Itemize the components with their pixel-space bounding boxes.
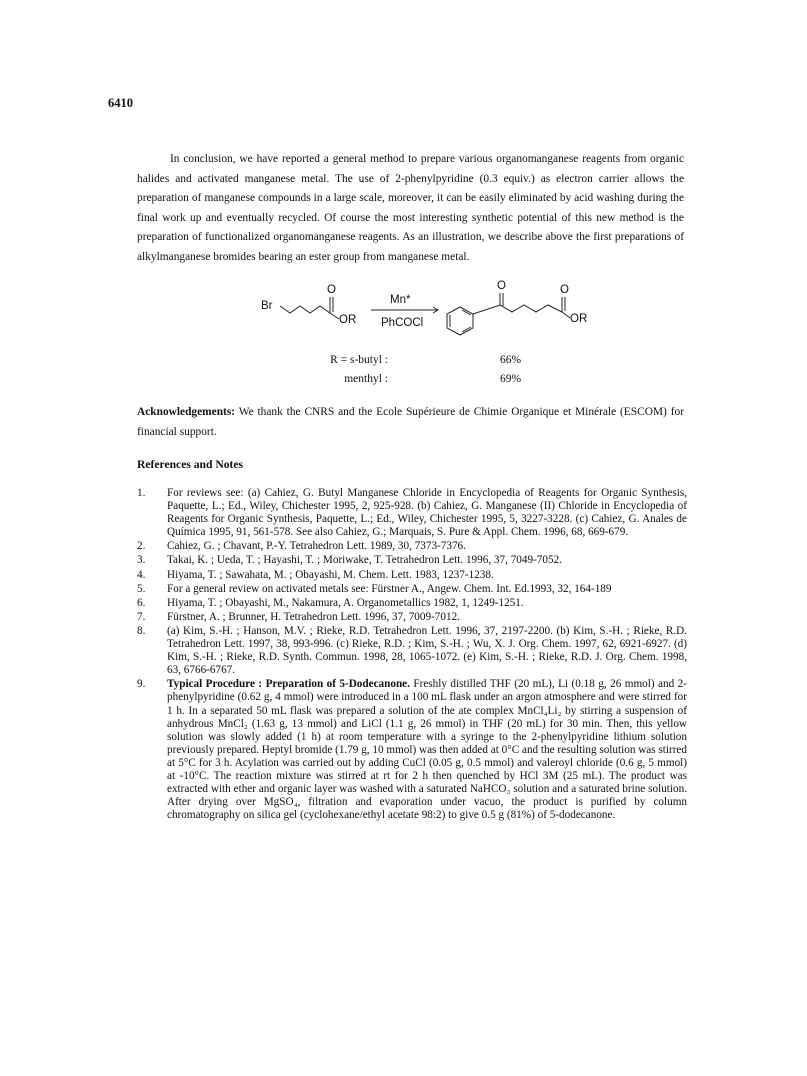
reactant-oxygen-label: O bbox=[327, 284, 336, 296]
reference-text: For a general review on activated metals see: Fürstner A., Angew. Chem. Int. Ed.1993, 32, 164-189 bbox=[167, 582, 612, 595]
reference-number: 9. bbox=[137, 678, 146, 691]
bromine-label: Br bbox=[261, 300, 273, 312]
reference-item bbox=[137, 597, 687, 610]
reference-text: (a) Kim, S.-H. ; Hanson, M.V. ; Rieke, R.D. Tetrahedron Lett. 1996, 37, 2197-2200. (b) Kim, S.-H. ; Rieke, R.D. Tetrahedron Lett. 1997, 38, 993-996. (c) Rieke, R.D. ; Kim, S.-H. ; Wu, X. J. Org. Chem. 1997, 62, 6921-6927. (d) Kim, S.-H. ; Rieke, R.D. Synth. Commun. 1998, 28, 1065-1072. (e) Kim, S.-H. ; Rieke, R.D. J. Org. Chem. 1998, 63, 6766-6767. bbox=[167, 624, 687, 677]
reference-text: Hiyama, T. ; Sawahata, M. ; Obayashi, M. Chem. Lett. 1983, 1237-1238. bbox=[167, 568, 494, 581]
yield-value: 66% bbox=[500, 354, 522, 366]
reference-text: Cahiez, G. ; Chavant, P.-Y. Tetrahedron Lett. 1989, 30, 7373-7376. bbox=[167, 540, 466, 553]
r-group-label: menthyl : bbox=[344, 373, 388, 385]
yield-value: 69% bbox=[500, 373, 522, 385]
reagent-label: Mn* bbox=[390, 294, 411, 306]
acknowledgements-paragraph bbox=[137, 403, 684, 442]
reference-item bbox=[137, 678, 687, 822]
procedure-heading: Typical Procedure : Preparation of 5-Dodecanone. bbox=[167, 678, 410, 691]
reference-number: 1. bbox=[137, 487, 146, 499]
references-title: References and Notes bbox=[137, 458, 244, 471]
reference-number: 8. bbox=[137, 624, 146, 637]
reference-number: 4. bbox=[137, 568, 146, 581]
page-number: 6410 bbox=[108, 96, 133, 110]
reference-item bbox=[137, 583, 687, 596]
reaction-scheme-drawing bbox=[250, 280, 610, 392]
product-ester-label: OR bbox=[570, 313, 588, 325]
acylating-agent-label: PhCOCl bbox=[381, 317, 424, 329]
reference-item bbox=[137, 540, 687, 553]
reference-item bbox=[137, 554, 687, 567]
reference-number: 5. bbox=[137, 582, 146, 595]
reactant-chain bbox=[280, 306, 330, 313]
acknowledgements-heading: Acknowledgements: bbox=[137, 406, 236, 418]
reaction-scheme bbox=[250, 280, 610, 392]
reference-number: 3. bbox=[137, 554, 146, 567]
reference-text: For reviews see: (a) Cahiez, G. Butyl Manganese Chloride in Encyclopedia of Reagents for Organic Synthesis, Paquette, L.; Ed., Wiley, Chichester 1995, 2, 925-928. (b) Cahiez, G. Manganese (II) Chloride in Encyclopedia of Reagents for Organic Synthesis, Paquette, L.; Ed., Wiley, Chichester 1995, 5, 3227-3228. (c) Cahiez, G. Anales de Química 1995, 91, 561-578. See also Cahiez, G.; Marquais, S. Pure & Appl. Chem. 1996, 68, 669-679. bbox=[167, 487, 687, 539]
reference-item bbox=[137, 625, 687, 677]
benzene-ring bbox=[447, 307, 473, 335]
references-list bbox=[137, 487, 687, 823]
reactant-ester-label: OR bbox=[339, 314, 357, 326]
product-chain bbox=[473, 305, 562, 314]
reference-number: 6. bbox=[137, 596, 146, 609]
reference-item bbox=[137, 569, 687, 582]
product-ester-oxygen-label: O bbox=[560, 284, 569, 296]
reference-item bbox=[137, 611, 687, 624]
conclusion-paragraph bbox=[137, 150, 684, 268]
reference-item bbox=[137, 487, 687, 539]
reference-text: Fürstner, A. ; Brunner, H. Tetrahedron Lett. 1996, 37, 7009-7012. bbox=[167, 610, 460, 623]
reference-number: 2. bbox=[137, 540, 146, 553]
product-ketone-oxygen-label: O bbox=[497, 280, 506, 292]
r-group-label: R = s-butyl : bbox=[330, 354, 388, 366]
reference-text: Takai, K. ; Ueda, T. ; Hayashi, T. ; Moriwake, T. Tetrahedron Lett. 1996, 37, 7049-7052. bbox=[167, 554, 562, 567]
reference-text: Hiyama, T. ; Obayashi, M., Nakamura, A. Organometallics 1982, 1, 1249-1251. bbox=[167, 596, 524, 609]
reference-number: 7. bbox=[137, 610, 146, 623]
conclusion-text: In conclusion, we have reported a general method to prepare various organomanganese reagents from organic halides and activated manganese metal. The use of 2-phenylpyridine (0.3 equiv.) as electron carrier allows the preparation of manganese compounds in a large scale, moreover, it can be easily eliminated by acid washing during the final work up and eventually recycled. Of course the most interesting synthetic potential of this new method is the preparation of functionalized organomanganese reagents. As an illustration, we describe above the first preparations of alkylmanganese bromides bearing an ester group from manganese metal. bbox=[137, 153, 684, 263]
reference-text: Freshly distilled THF (20 mL), Li (0.18 g, 26 mmol) and 2-phenylpyridine (0.62 g, 4 mmol) were introduced in a 100 mL flask under an argon atmosphere and were stirred for 1 h. In a separated 50 mL flask was prepared a solution of the ate complex MnCl₄Li₂ by stirring a suspension of anhydrous MnCl₂ (1.63 g, 13 mmol) and LiCl (1.1 g, 26 mmol) in THF (20 mL) for 30 min. Then, this yellow solution was slowly added (1 h) at room temperature with a syringe to the 2-phenylpyridine lithium solution previously prepared. Heptyl bromide (1.79 g, 10 mmol) was then added at 0°C and the resulting solution was stirred at 5°C for 3 h. Acylation was carried out by adding CuCl (0.05 g, 0.5 mmol) and valeroyl chloride (0.6 g, 5 mmol) at -10°C. The reaction mixture was stirred at rt for 2 h then quenched by HCl 3M (25 mL). The product was extracted with ether and organic layer was washed with a saturated NaHCO₃ solution and a saturated brine solution. After drying over MgSO₄, filtration and evaporation under vacuo, the product is purified by column chromatography on silica gel (cyclohexane/ethyl acetate 98:2) to give 0.5 g (81%) of 5-dodecanone. bbox=[167, 678, 687, 822]
acknowledgements-text: We thank the CNRS and the Ecole Supérieure de Chimie Organique et Minérale (ESCOM) for financial support. bbox=[137, 406, 684, 438]
